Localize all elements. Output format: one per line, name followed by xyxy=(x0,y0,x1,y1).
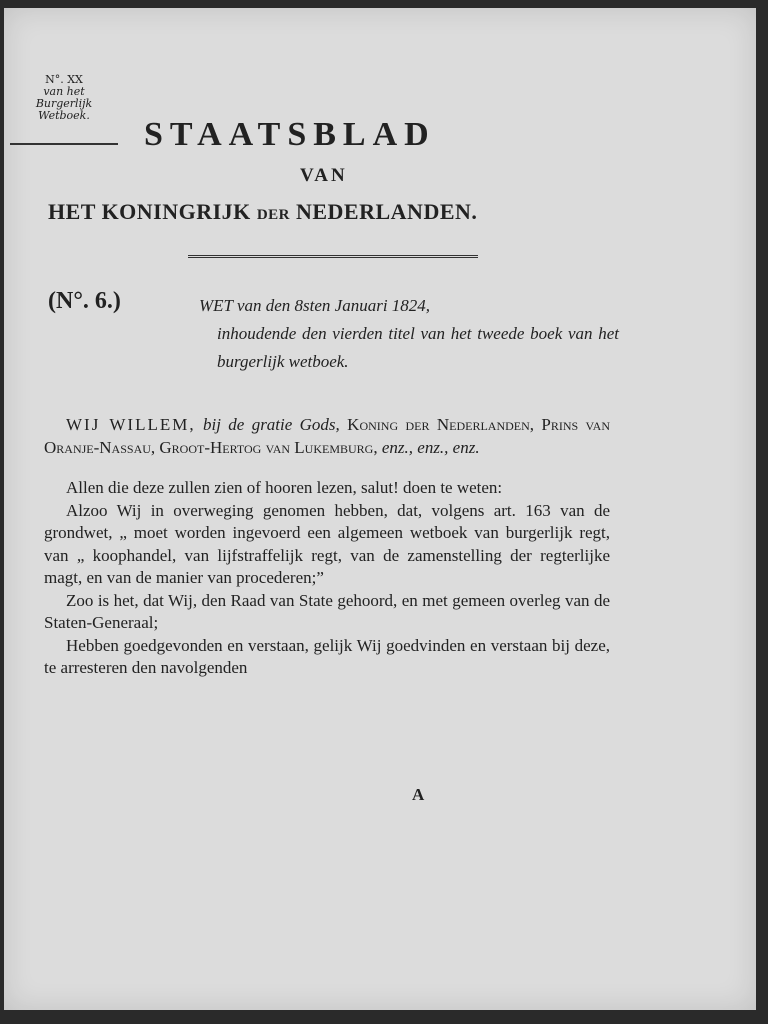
preamble-enz: enz., enz., enz. xyxy=(377,437,480,457)
margin-divider xyxy=(10,143,118,145)
kingdom-part: HET KONINGRIJK xyxy=(48,199,257,224)
law-number: (N°. 6.) xyxy=(48,288,121,314)
kingdom-part: NEDERLANDEN. xyxy=(289,199,478,224)
paragraph: Zoo is het, dat Wij, den Raad van State gehoord, en met gemeen overleg van de Staten-Generaal; xyxy=(44,590,610,632)
kingdom-part-der: DER xyxy=(256,207,290,223)
preamble-hertog: Groot-Hertog van Lukemburg, xyxy=(155,437,378,457)
preamble-wij: WIJ WILLEM, xyxy=(66,415,196,434)
preamble xyxy=(44,414,610,459)
signature-mark: A xyxy=(412,785,425,804)
law-heading-line: WET van den 8sten Januari 1824, xyxy=(199,296,431,315)
paragraph: Allen die deze zullen zien of hooren lezen, salut! doen te weten: xyxy=(66,478,503,497)
preamble-prins: Prins van Oranje-Nassau, xyxy=(44,415,611,457)
page-subtitle-van: VAN xyxy=(300,165,348,186)
document-page xyxy=(4,8,756,1010)
margin-note-line: Wetboek. xyxy=(38,109,90,122)
paragraph: Hebben goedgevonden en verstaan, gelijk Wij goedvinden en verstaan bij deze, te arresteren den navolgenden xyxy=(44,635,610,677)
law-heading-rest: inhoudende den vierden titel van het tweede boek van het burgerlijk wetboek. xyxy=(217,324,619,371)
preamble-koning: Koning der Nederlanden, xyxy=(339,415,535,434)
page-subtitle-kingdom xyxy=(48,199,618,225)
page-title: STAATSBLAD xyxy=(144,116,436,153)
margin-note-number: N°. XX xyxy=(45,73,83,86)
paragraph: Alzoo Wij in overweging genomen hebben, dat, volgens art. 163 van de grondwet, „ moet worden ingevoerd een algemeen wetboek van burgerlijk regt, van „ koophandel, van lijfstraffelijk regt, van de zamenstelling der regterlijke magt, en van de manier van procederen;” xyxy=(44,500,610,587)
margin-note-line: van het xyxy=(43,85,85,98)
margin-note xyxy=(10,74,118,122)
margin-note-line: Burgerlijk xyxy=(35,97,93,110)
document-body xyxy=(44,414,610,680)
header-divider xyxy=(188,255,478,258)
law-heading xyxy=(199,292,619,376)
preamble-gods: bij de gratie Gods, xyxy=(195,415,340,434)
